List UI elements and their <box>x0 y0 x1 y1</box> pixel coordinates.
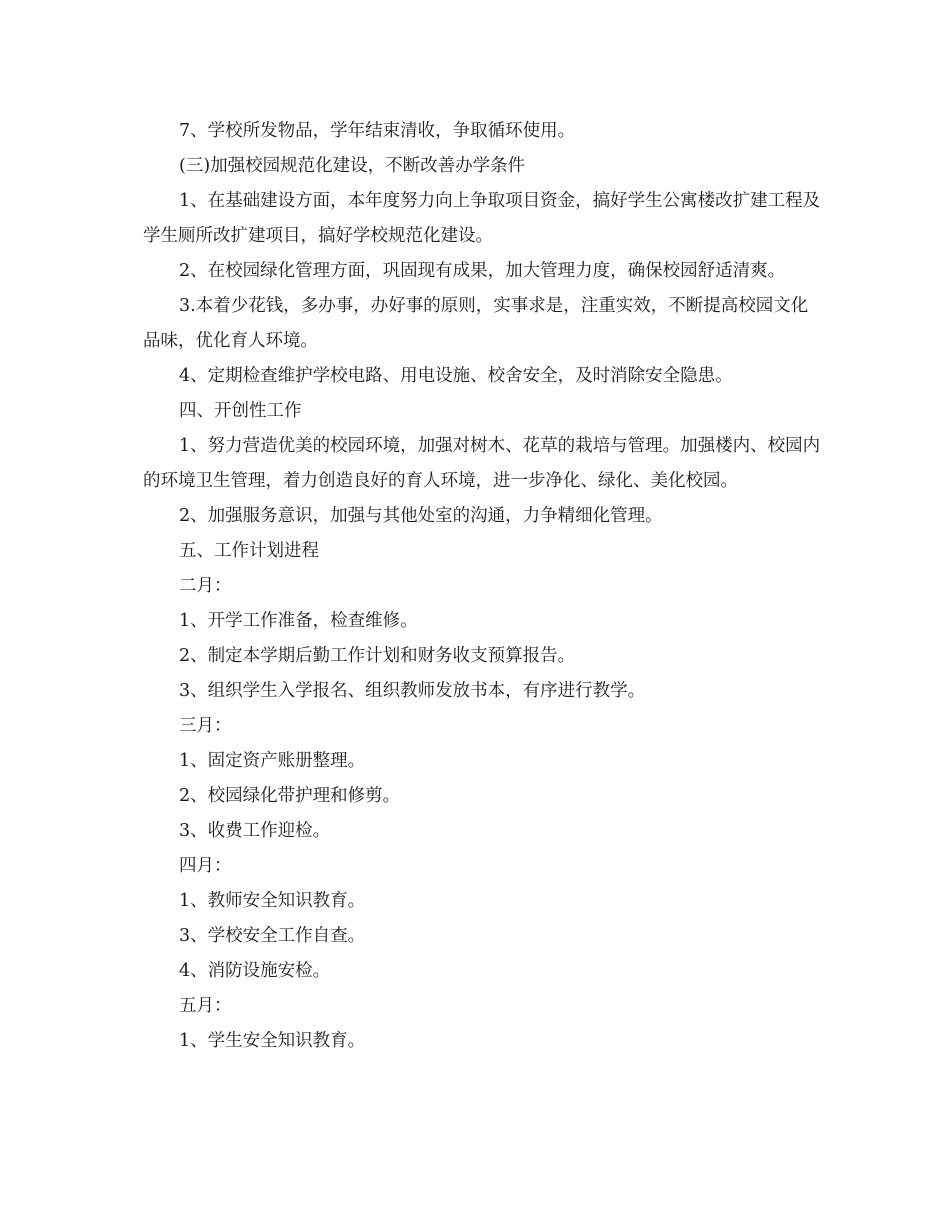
list-item: 2、制定本学期后勤工作计划和财务收支预算报告。 <box>179 646 576 666</box>
paragraph-culture: 3.本着少花钱，多办事，办好事的原则，实事求是，注重实效，不断提高校园文化品味，优化育人环境。 <box>143 296 809 351</box>
list-item: 1、学生安全知识教育。 <box>179 1031 366 1051</box>
month-heading-may: 五月： <box>179 996 232 1016</box>
list-item: 1、教师安全知识教育。 <box>179 891 366 911</box>
month-heading-feb: 二月： <box>179 576 232 596</box>
list-item: 3、组织学生入学报名、组织教师发放书本，有序进行教学。 <box>179 681 646 701</box>
paragraph-service: 2、加强服务意识，加强与其他处室的沟通，力争精细化管理。 <box>179 506 663 526</box>
list-item: 4、消防设施安检。 <box>179 961 331 981</box>
paragraph-infrastructure: 1、在基础建设方面，本年度努力向上争取项目资金，搞好学生公寓楼改扩建工程及学生厕所改扩建项目，搞好学校规范化建设。 <box>143 191 821 246</box>
paragraph-environment: 1、努力营造优美的校园环境，加强对树木、花草的栽培与管理。加强楼内、校园内的环境卫生管理，着力创造良好的育人环境，进一步净化、绿化、美化校园。 <box>143 436 821 491</box>
list-item: 3、收费工作迎检。 <box>179 821 331 841</box>
paragraph-safety-check: 4、定期检查维护学校电路、用电设施、校舍安全，及时消除安全隐患。 <box>179 366 733 386</box>
month-heading-apr: 四月： <box>179 856 232 876</box>
section-heading-4: 四、开创性工作 <box>179 401 302 421</box>
paragraph-greening: 2、在校园绿化管理方面，巩固现有成果，加大管理力度，确保校园舒适清爽。 <box>179 261 786 281</box>
list-item: 1、固定资产账册整理。 <box>179 751 366 771</box>
section-heading-3: (三)加强校园规范化建设，不断改善办学条件 <box>179 156 526 176</box>
month-heading-mar: 三月： <box>179 716 232 736</box>
list-item: 3、学校安全工作自查。 <box>179 926 366 946</box>
document-body <box>143 114 823 1059</box>
list-item: 2、校园绿化带护理和修剪。 <box>179 786 401 806</box>
list-item: 1、开学工作准备，检查维修。 <box>179 611 418 631</box>
paragraph-item-7: 7、学校所发物品，学年结束清收，争取循环使用。 <box>179 121 576 141</box>
section-heading-5: 五、工作计划进程 <box>179 541 319 561</box>
